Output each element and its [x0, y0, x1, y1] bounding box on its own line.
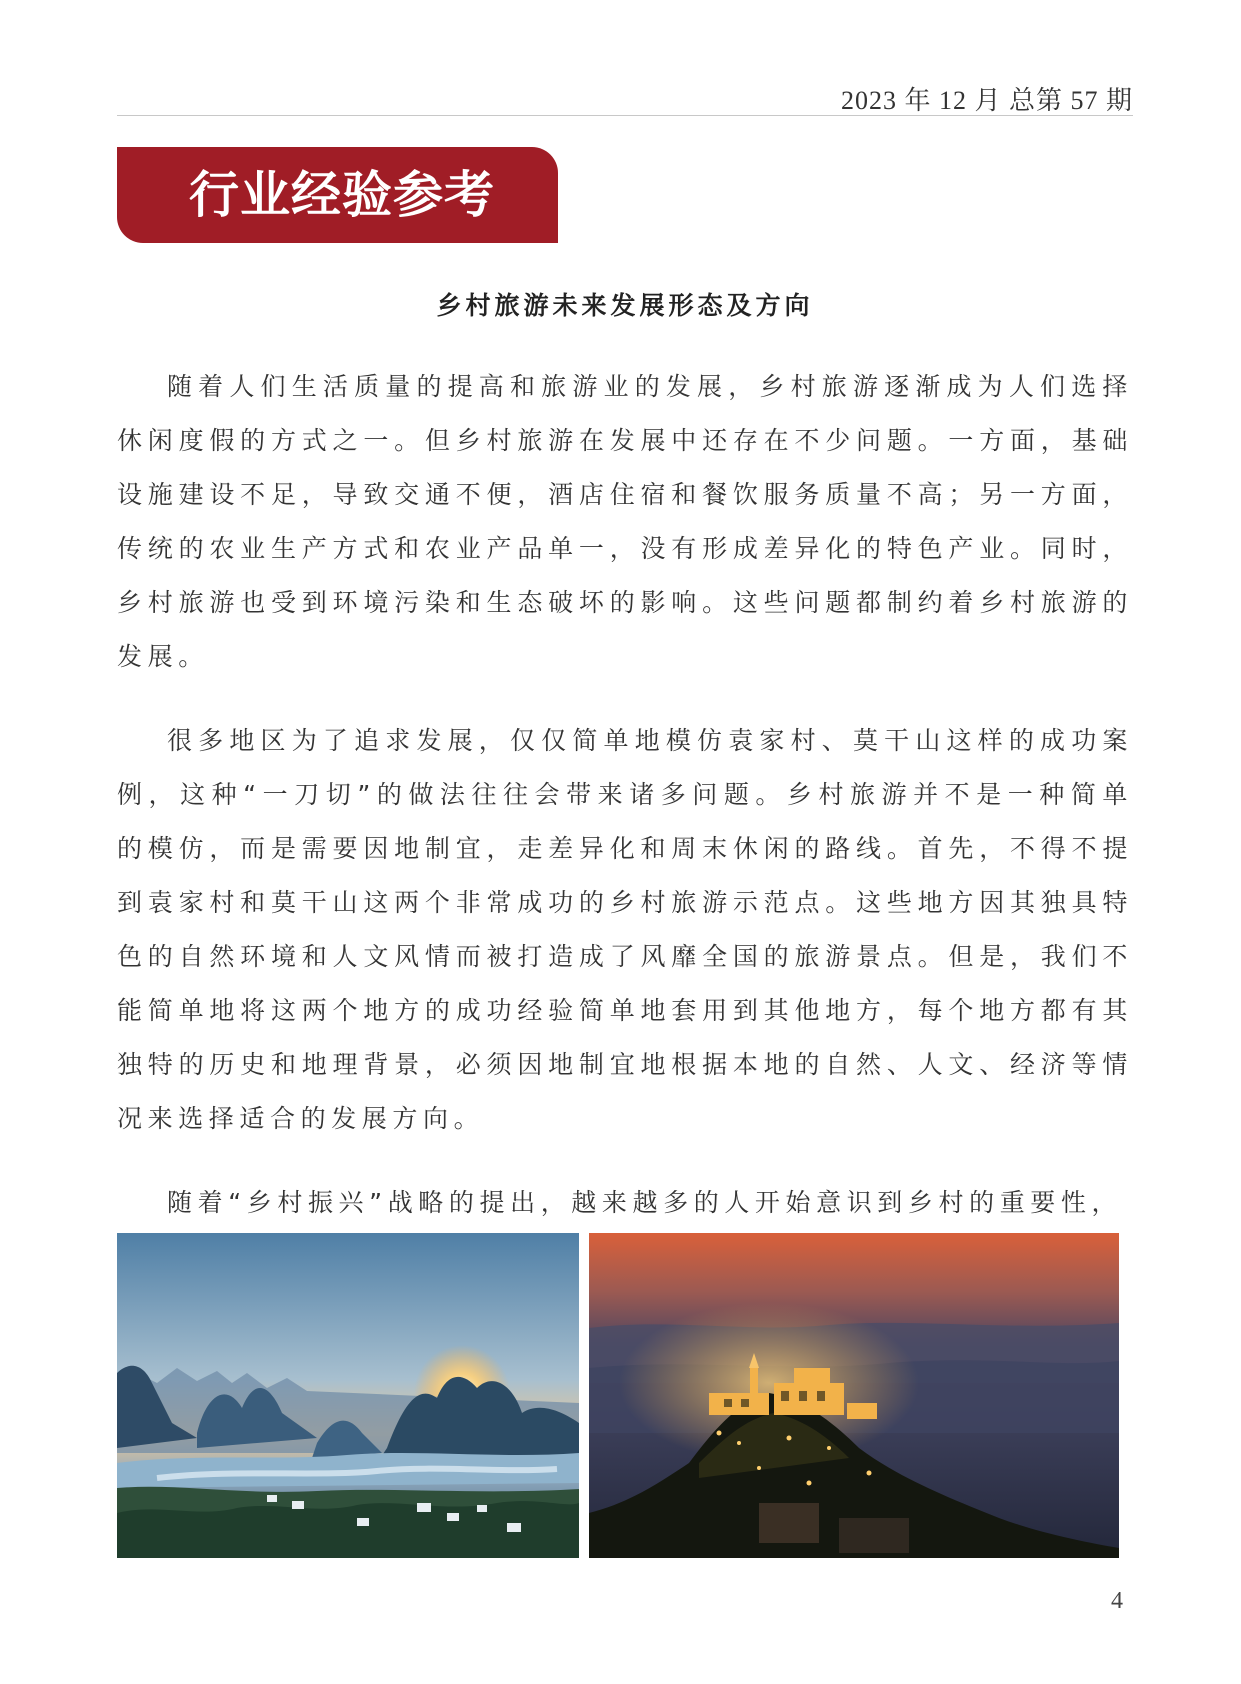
article-title: 乡村旅游未来发展形态及方向	[436, 291, 814, 320]
page-number: 4	[1111, 1588, 1123, 1614]
hilltop-village-photo	[589, 1233, 1119, 1558]
article-paragraph: 很多地区为了追求发展，仅仅简单地模仿袁家村、莫干山这样的成功案例，这种“一刀切”的做法往往会带来诸多问题。乡村旅游并不是一种简单的模仿，而是需要因地制宜，走差异化和周末休闲的路线。首先，不得不提到袁家村和莫干山这两个非常成功的乡村旅游示范点。这些地方因其独具特色的自然环境和人文风情而被打造成了风靡全国的旅游景点。但是，我们不能简单地将这两个地方的成功经验简单地套用到其他地方，每个地方都有其独特的历史和地理背景，必须因地制宜地根据本地的自然、人文、经济等情况来选择适合的发展方向。	[117, 726, 1133, 1133]
article-paragraph: 随着“乡村振兴”战略的提出，越来越多的人开始意识到乡村的重要性，	[167, 1188, 1123, 1217]
article-paragraph: 随着人们生活质量的提高和旅游业的发展，乡村旅游逐渐成为人们选择休闲度假的方式之一。但乡村旅游在发展中还存在不少问题。一方面，基础设施建设不足，导致交通不便，酒店住宿和餐饮服务质量不高；另一方面，传统的农业生产方式和农业产品单一，没有形成差异化的特色产业。同时，乡村旅游也受到环境污染和生态破坏的影响。这些问题都制约着乡村旅游的发展。	[117, 372, 1133, 671]
karst-landscape-photo	[117, 1233, 579, 1558]
header-divider	[117, 115, 1133, 116]
karst-landscape-image	[117, 1233, 579, 1558]
section-banner: 行业经验参考	[117, 147, 558, 243]
issue-info: 2023 年 12 月 总第 57 期	[840, 86, 1133, 115]
hilltop-village-image	[589, 1233, 1119, 1558]
